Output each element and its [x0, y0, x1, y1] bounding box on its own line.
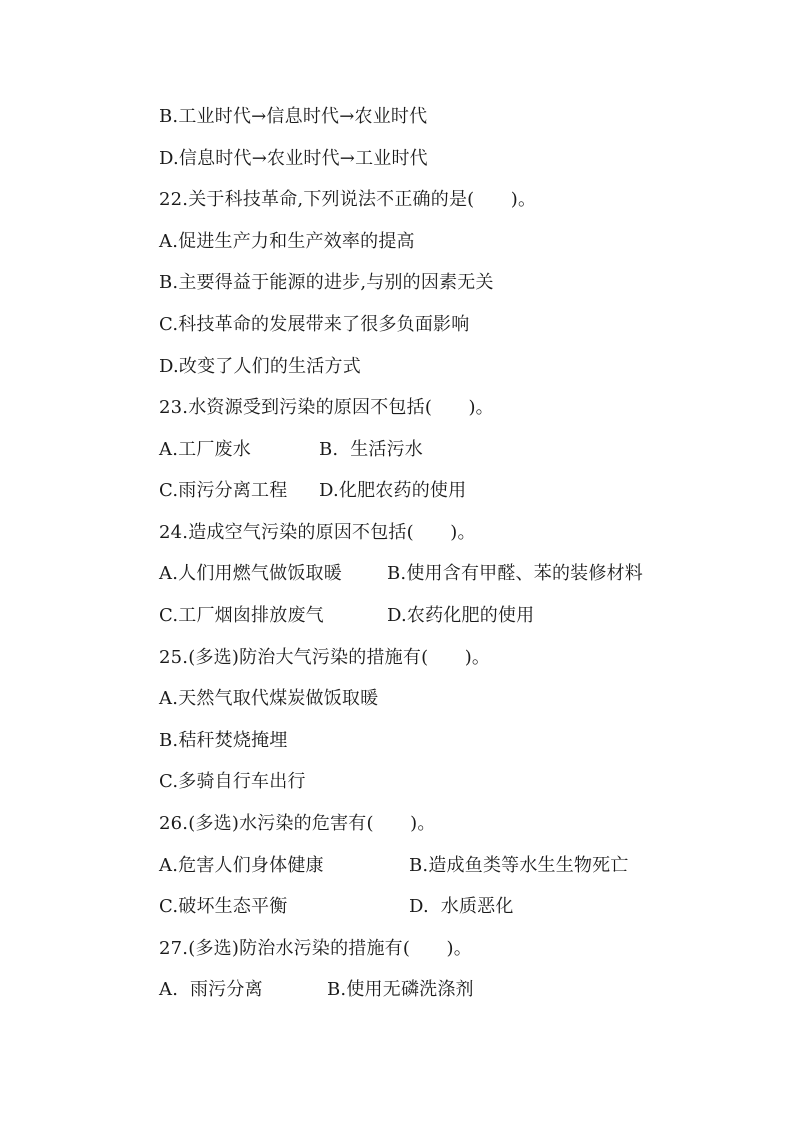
question-25: 25.(多选)防治大气污染的措施有( )。: [159, 647, 491, 668]
question-26: 26.(多选)水污染的危害有( )。: [159, 813, 436, 834]
question-23: 23.水资源受到污染的原因不包括( )。: [159, 397, 494, 418]
option-b-q25: B.秸秆焚烧掩埋: [159, 730, 288, 751]
option-a-q22: A.促进生产力和生产效率的提高: [159, 231, 415, 252]
option-b-q22: B.主要得益于能源的进步,与别的因素无关: [159, 272, 494, 293]
option-d-q23: D.化肥农药的使用: [319, 480, 467, 501]
option-d-q26: D. 水质恶化: [409, 896, 514, 917]
option-d-q24: D.农药化肥的使用: [387, 605, 535, 626]
question-24: 24.造成空气污染的原因不包括( )。: [159, 522, 476, 543]
option-b-q27: B.使用无磷洗涤剂: [327, 979, 474, 1000]
option-a-q26: A.危害人们身体健康: [159, 855, 324, 876]
option-c-q26: C.破坏生态平衡: [159, 896, 288, 917]
option-a-q23: A.工厂废水: [159, 439, 251, 460]
option-c-q24: C.工厂烟囱排放废气: [159, 605, 324, 626]
option-b-q21: B.工业时代→信息时代→农业时代: [159, 106, 428, 127]
option-a-q25: A.天然气取代煤炭做饭取暖: [159, 688, 379, 709]
option-b-q23: B. 生活污水: [319, 439, 423, 460]
option-d-q22: D.改变了人们的生活方式: [159, 356, 361, 377]
option-d-q21: D.信息时代→农业时代→工业时代: [159, 148, 428, 169]
option-c-q22: C.科技革命的发展带来了很多负面影响: [159, 314, 470, 335]
option-a-q27: A. 雨污分离: [159, 979, 263, 1000]
option-b-q26: B.造成鱼类等水生生物死亡: [409, 855, 629, 876]
question-22: 22.关于科技革命,下列说法不正确的是( )。: [159, 189, 537, 210]
option-c-q25: C.多骑自行车出行: [159, 771, 306, 792]
options-row-q27-ab: [159, 978, 719, 1074]
question-27: 27.(多选)防治水污染的措施有( )。: [159, 938, 472, 959]
option-c-q23: C.雨污分离工程: [159, 480, 288, 501]
option-a-q24: A.人们用燃气做饭取暖: [159, 563, 342, 584]
option-b-q24: B.使用含有甲醛、苯的装修材料: [387, 563, 643, 584]
